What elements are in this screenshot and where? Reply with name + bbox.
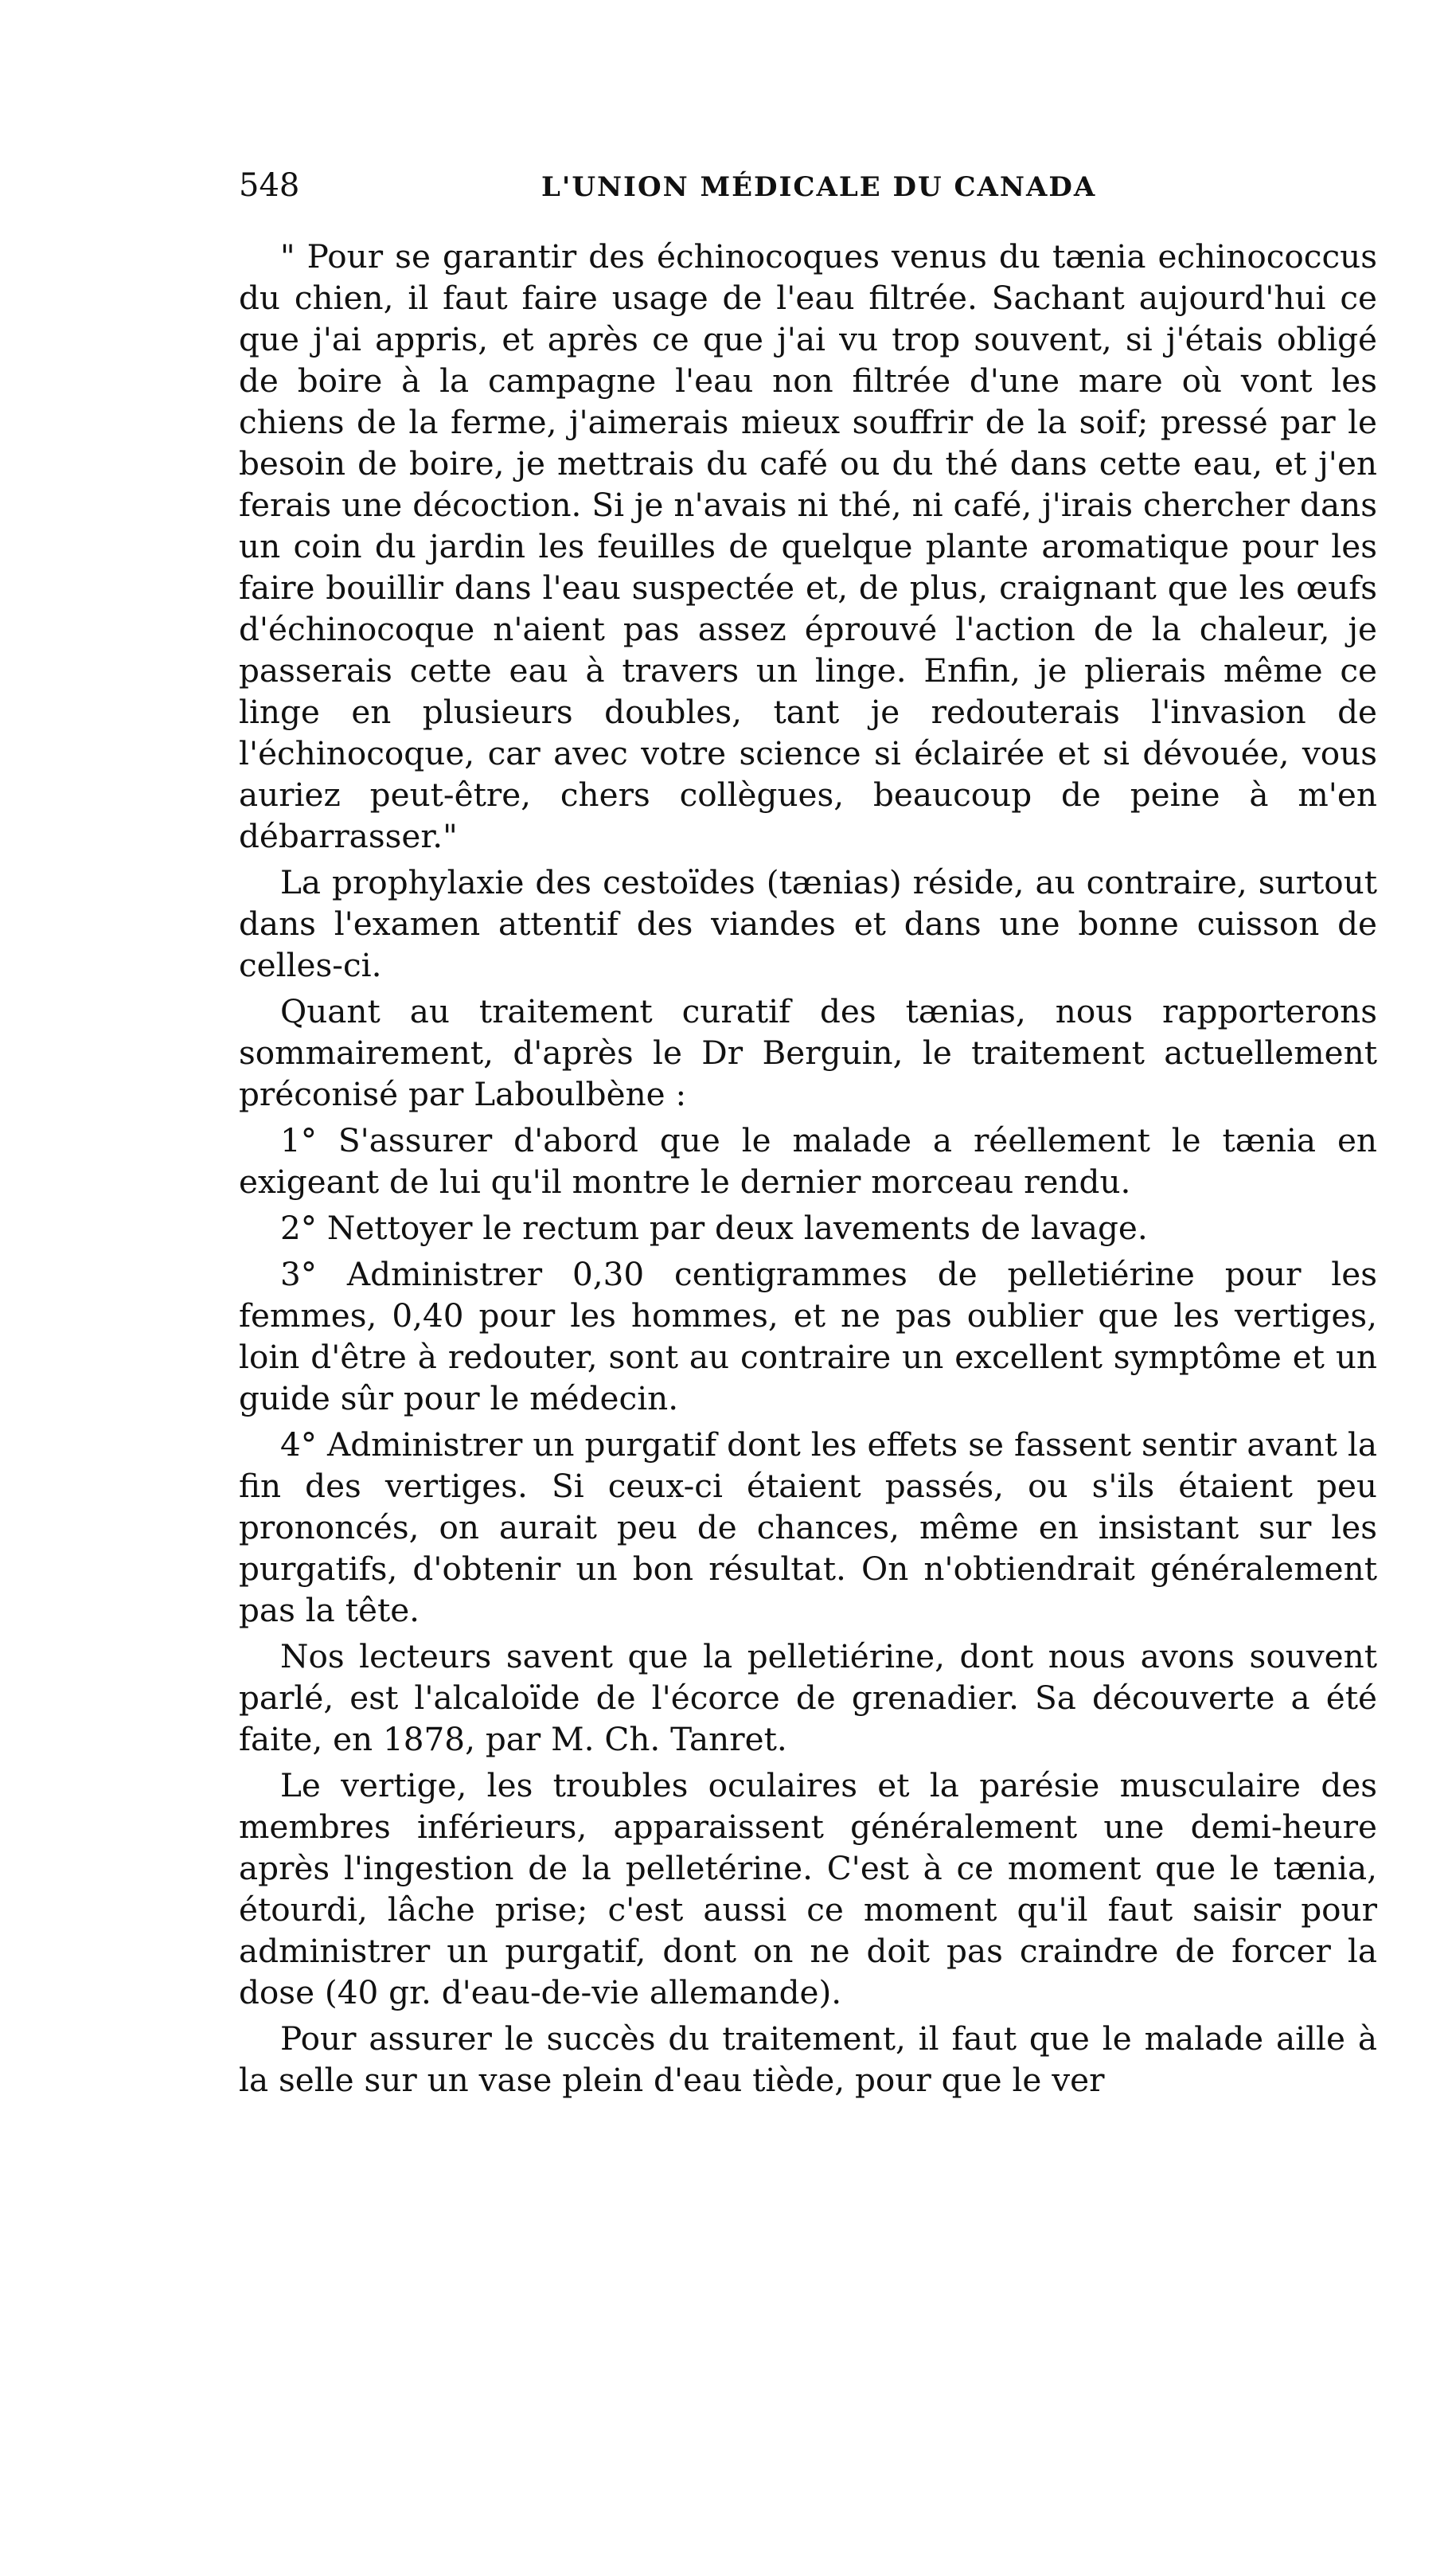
paragraph-pelletierine: Nos lecteurs savent que la pelletiérine, dont nous avons souvent parlé, est l'alcaloïde de l'écorce de grenadier. Sa découverte a été faite, en 1878, par M. Ch. Tanret. <box>239 1637 1377 1758</box>
paragraph-step-3: 3° Administrer 0,30 centigrammes de pelletiérine pour les femmes, 0,40 pour les hommes, et ne pas oublier que les vertiges, loin d'être à redouter, sont au contraire un excellent symptôme et un guide sûr pour le médecin. <box>239 1255 1377 1417</box>
paragraph-quote-echinococcus: " Pour se garantir des échinocoques venus du tænia echinococcus du chien, il faut faire usage de l'eau filtrée. Sachant aujourd'hui ce que j'ai appris, et après ce que j'ai vu trop souvent, si j'étais obligé de boire à la campagne l'eau non filtrée d'une mare où vont les chiens de la ferme, j'aimerais mieux souffrir de la soif; pressé par le besoin de boire, je mettrais du café ou du thé dans cette eau, et j'en ferais une décoction. Si je n'avais ni thé, ni café, j'irais chercher dans un coin du jardin les feuilles de quelque plante aromatique pour les faire bouillir dans l'eau suspectée et, de plus, craignant que les œufs d'échinocoque n'aient pas assez éprouvé l'action de la chaleur, je passerais cette eau à travers un linge. Enfin, je plierais même ce linge en plusieurs doubles, tant je redouterais l'invasion de l'échinocoque, car avec votre science si éclairée et si dévouée, vous auriez peut-être, chers collègues, beaucoup de peine à m'en débarrasser." <box>239 237 1377 855</box>
paragraph-success: Pour assurer le succès du traitement, il faut que le malade aille à la selle sur un vase plein d'eau tiède, pour que le ver <box>239 2019 1377 2099</box>
document-page <box>239 167 1377 2105</box>
paragraph-prophylaxis: La prophylaxie des cestoïdes (tænias) réside, au contraire, surtout dans l'examen attentif des viandes et dans une bonne cuisson de celles-ci. <box>239 863 1377 984</box>
journal-title: L'UNION MÉDICALE DU CANADA <box>541 171 1097 203</box>
paragraph-treatment-intro: Quant au traitement curatif des tænias, nous rapporterons sommairement, d'après le Dr Berguin, le traitement actuellement préconisé par Laboulbène : <box>239 992 1377 1113</box>
running-header <box>239 167 1377 215</box>
paragraph-step-2: 2° Nettoyer le rectum par deux lavements de lavage. <box>280 1209 1148 1247</box>
paragraph-vertigo: Le vertige, les troubles oculaires et la parésie musculaire des membres inférieurs, apparaissent généralement une demi-heure après l'ingestion de la pelletérine. C'est à ce moment que le tænia, étourdi, lâche prise; c'est aussi ce moment qu'il faut saisir pour administrer un purgatif, dont on ne doit pas craindre de forcer la dose (40 gr. d'eau-de-vie allemande). <box>239 1766 1377 2011</box>
paragraph-step-4: 4° Administrer un purgatif dont les effets se fassent sentir avant la fin des vertiges. Si ceux-ci étaient passés, ou s'ils étaient peu prononcés, on aurait peu de chances, même en insistant sur les purgatifs, d'obtenir un bon résultat. On n'obtiendrait généralement pas la tête. <box>239 1425 1377 1629</box>
page-number: 548 <box>239 167 300 204</box>
body-text <box>239 236 1377 2101</box>
paragraph-step-1: 1° S'assurer d'abord que le malade a réellement le tænia en exigeant de lui qu'il montre le dernier morceau rendu. <box>239 1121 1377 1201</box>
